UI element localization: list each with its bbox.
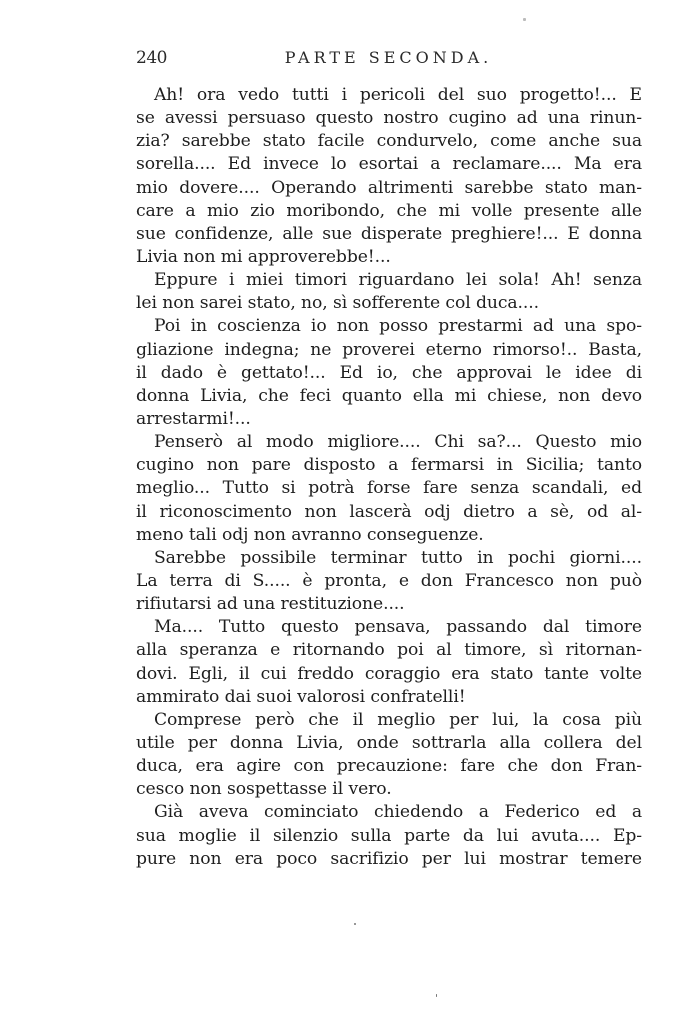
text-line: Comprese però che il meglio per lui, la cosa più <box>154 709 642 730</box>
text-line: Sarebbe possibile terminar tutto in pochi giorni.... <box>154 547 642 568</box>
page-number: 240 <box>136 48 167 68</box>
text-line: sue confidenze, alle sue disperate preghiere!... E donna <box>136 223 642 244</box>
text-line: il dado è gettato!... Ed io, che approvai le idee di <box>136 362 642 383</box>
text-line: donna Livia, che feci quanto ella mi chiese, non devo <box>136 385 642 406</box>
text-line: sorella.... Ed invece lo esortai a reclamare.... Ma era <box>136 154 642 175</box>
running-title: PARTE SECONDA. <box>284 48 493 67</box>
body-text <box>136 84 642 871</box>
page-header <box>136 48 641 72</box>
text-line: lei non sarei stato, no, sì sofferente col duca.... <box>136 293 539 314</box>
text-line: Già aveva cominciato chiedendo a Federico ed a <box>154 802 642 823</box>
text-line: zia? sarebbe stato facile condurvelo, come anche sua <box>136 131 642 152</box>
text-line: Poi in coscienza io non posso prestarmi ad una spo- <box>154 316 642 337</box>
print-speck <box>436 994 437 997</box>
text-line: il riconoscimento non lascerà odj dietro a sè, od al- <box>136 501 642 522</box>
text-line: utile per donna Livia, onde sottrarla alla collera del <box>136 732 642 753</box>
text-line: Livia non mi approverebbe!... <box>136 246 391 267</box>
text-line: sua moglie il silenzio sulla parte da lui avuta.... Ep- <box>136 825 642 846</box>
text-line: Eppure i miei timori riguardano lei sola! Ah! senza <box>154 270 642 291</box>
text-line: alla speranza e ritornando poi al timore, sì ritornan- <box>136 640 642 661</box>
text-line: La terra di S..... è pronta, e don Francesco non può <box>136 570 642 591</box>
text-line: duca, era agire con precauzione: fare che don Fran- <box>136 756 642 777</box>
text-line: meglio... Tutto si potrà forse fare senza scandali, ed <box>136 478 642 499</box>
print-speck <box>354 923 356 925</box>
text-line: gliazione indegna; ne proverei eterno rimorso!.. Basta, <box>136 339 642 360</box>
text-line: Ah! ora vedo tutti i pericoli del suo progetto!... E <box>154 85 642 105</box>
text-line: se avessi persuaso questo nostro cugino ad una rinun- <box>136 108 642 129</box>
text-line: meno tali odj non avranno conseguenze. <box>136 524 484 545</box>
text-line: mio dovere.... Operando altrimenti sarebbe stato man- <box>136 177 642 198</box>
text-line: dovi. Egli, il cui freddo coraggio era stato tante volte <box>136 663 642 684</box>
text-line: cesco non sospettasse il vero. <box>136 779 392 800</box>
text-line: ammirato dai suoi valorosi confratelli! <box>136 686 466 707</box>
text-line: rifiutarsi ad una restituzione.... <box>136 594 405 615</box>
text-line: care a mio zio moribondo, che mi volle presente alle <box>136 200 642 221</box>
print-speck <box>523 18 526 21</box>
text-line: arrestarmi!... <box>136 408 251 429</box>
text-line: Penserò al modo migliore.... Chi sa?... Questo mio <box>154 432 642 453</box>
text-line: cugino non pare disposto a fermarsi in Sicilia; tanto <box>136 455 642 476</box>
text-line: pure non era poco sacrifizio per lui mostrar temere <box>136 848 642 869</box>
text-line: Ma.... Tutto questo pensava, passando dal timore <box>154 617 642 638</box>
